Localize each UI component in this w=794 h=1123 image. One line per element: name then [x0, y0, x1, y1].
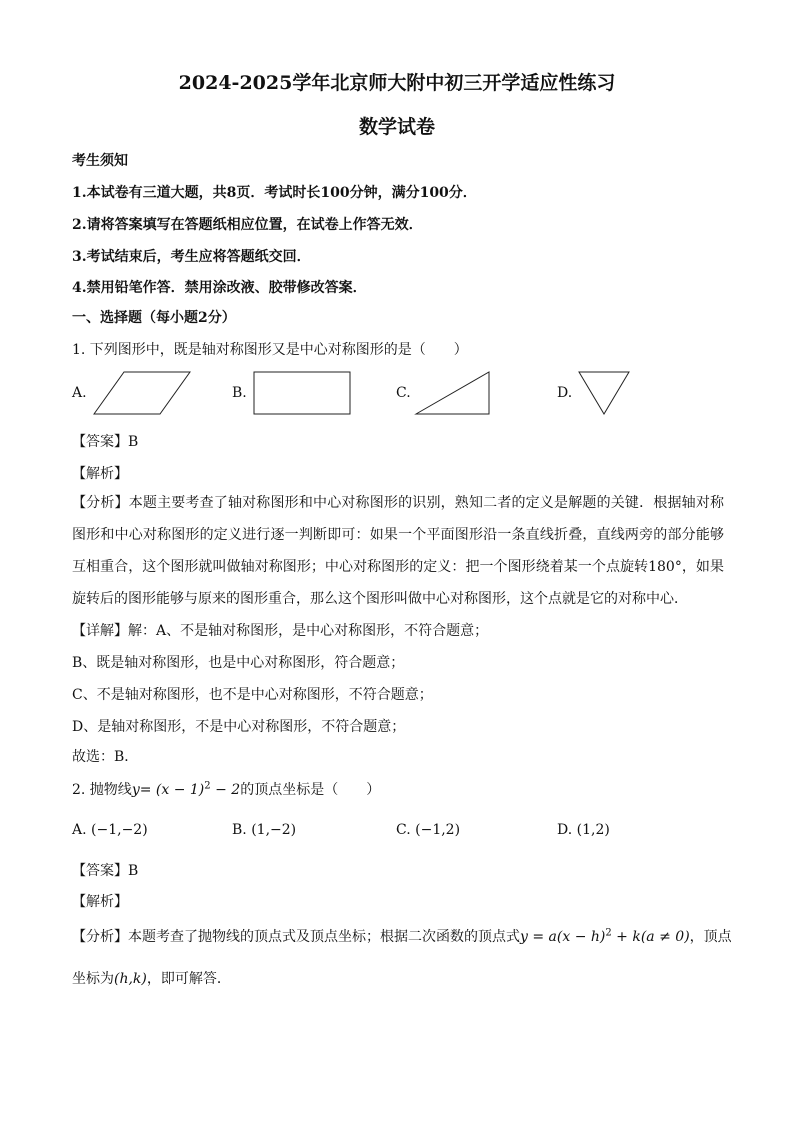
question-2-stem: [72, 779, 380, 799]
question-1-stem: 1. 下列图形中，既是轴对称图形又是中心对称图形的是（ ）: [72, 342, 468, 358]
q1-detail: D、是轴对称图形，不是中心对称图形，不符合题意；: [72, 719, 406, 735]
q1-analysis-label: 【解析】: [72, 466, 128, 482]
q1-conclusion: 故选：B．: [72, 749, 139, 765]
notice-heading: 考生须知: [72, 153, 128, 169]
q1-analysis: 【分析】本题主要考查了轴对称图形和中心对称图形的识别，熟知二者的定义是解题的关键．根据轴对称图形和中心对称图形的定义进行逐一判断即可：如果一个平面图形沿一条直线折叠，直线两旁的部分能够互相重合，这个图形就叫做轴对称图形；中心对称图形的定义：把一个图形绕着某一个点旋转180°，如果旋转后的图形能够与原来的图形重合，那么这个图形叫做中心对称图形，这个点就是它的对称中心．: [72, 495, 724, 607]
q2-formula-exponent: 2: [204, 780, 211, 792]
q1-detail: 【详解】解：A、不是轴对称图形，是中心对称图形，不符合题意；: [72, 623, 489, 639]
q2-option-a-label: A.: [72, 822, 87, 838]
q2-option-a: [72, 822, 148, 838]
q2-analysis-line-2: [72, 968, 231, 988]
q2-vertex-point: (h,k): [114, 971, 147, 987]
q2-analysis-mid: ，顶点: [689, 929, 732, 945]
q2-analysis-line2-suffix: ，即可解答．: [146, 971, 231, 987]
section-heading: 一、选择题（每小题2分）: [72, 310, 236, 326]
exam-title: 2024-2025学年北京师大附中初三开学适应性练习: [178, 72, 616, 94]
q2-option-b-value: (1,−2): [251, 822, 297, 838]
q2-vertex-form-tail: + k(a ≠ 0): [611, 929, 690, 945]
inverted-triangle-figure: [576, 370, 632, 416]
q1-option-a-label: A.: [72, 385, 87, 401]
notice-item: 4.禁用铅笔作答．禁用涂改液、胶带修改答案．: [72, 280, 367, 296]
q1-option-b-label: B.: [232, 385, 247, 401]
right-triangle-figure: [414, 370, 492, 416]
q2-answer: 【答案】B: [72, 863, 139, 879]
q2-option-a-value: (−1,−2): [91, 822, 148, 838]
rectangle-figure: [252, 370, 352, 416]
q1-answer: 【答案】B: [72, 434, 139, 450]
q2-analysis-line-1: [72, 926, 732, 946]
q1-option-c-label: C.: [396, 385, 411, 401]
q2-option-d: [557, 822, 610, 838]
exam-subtitle: 数学试卷: [358, 116, 435, 138]
notice-item: 2.请将答案填写在答题纸相应位置，在试卷上作答无效．: [72, 217, 423, 233]
q2-stem-suffix: 的顶点坐标是（ ）: [240, 782, 381, 798]
notice-item: 1.本试卷有三道大题，共8页．考试时长100分钟，满分100分．: [72, 185, 477, 201]
q2-formula-rhs: = (x − 1): [139, 782, 205, 798]
parallelogram-figure: [92, 370, 192, 416]
q1-detail: B、既是轴对称图形，也是中心对称图形，符合题意；: [72, 655, 405, 671]
q1-detail: C、不是轴对称图形，也不是中心对称图形，不符合题意；: [72, 687, 433, 703]
q2-analysis-prefix: 【分析】本题考查了抛物线的顶点式及顶点坐标；根据二次函数的顶点式: [72, 929, 520, 945]
q2-option-c: [396, 822, 460, 838]
q2-formula-lhs: y: [131, 782, 140, 798]
q2-vertex-form: y = a(x − h): [520, 929, 606, 945]
q2-option-c-label: C.: [396, 822, 411, 838]
q2-option-d-value: (1,2): [576, 822, 610, 838]
q2-vertex-form-exponent: 2: [605, 927, 612, 939]
q2-option-b-label: B.: [232, 822, 247, 838]
q2-option-b: [232, 822, 296, 838]
q2-option-d-label: D.: [557, 822, 573, 838]
q2-analysis-line2-prefix: 坐标为: [72, 971, 114, 987]
notice-item: 3.考试结束后，考生应将答题纸交回．: [72, 249, 311, 265]
q2-stem-prefix: 2. 抛物线: [72, 782, 132, 798]
q2-analysis-label: 【解析】: [72, 894, 128, 910]
q2-option-c-value: (−1,2): [415, 822, 461, 838]
q1-option-d-label: D.: [557, 385, 573, 401]
q2-formula-constant: − 2: [210, 782, 241, 798]
